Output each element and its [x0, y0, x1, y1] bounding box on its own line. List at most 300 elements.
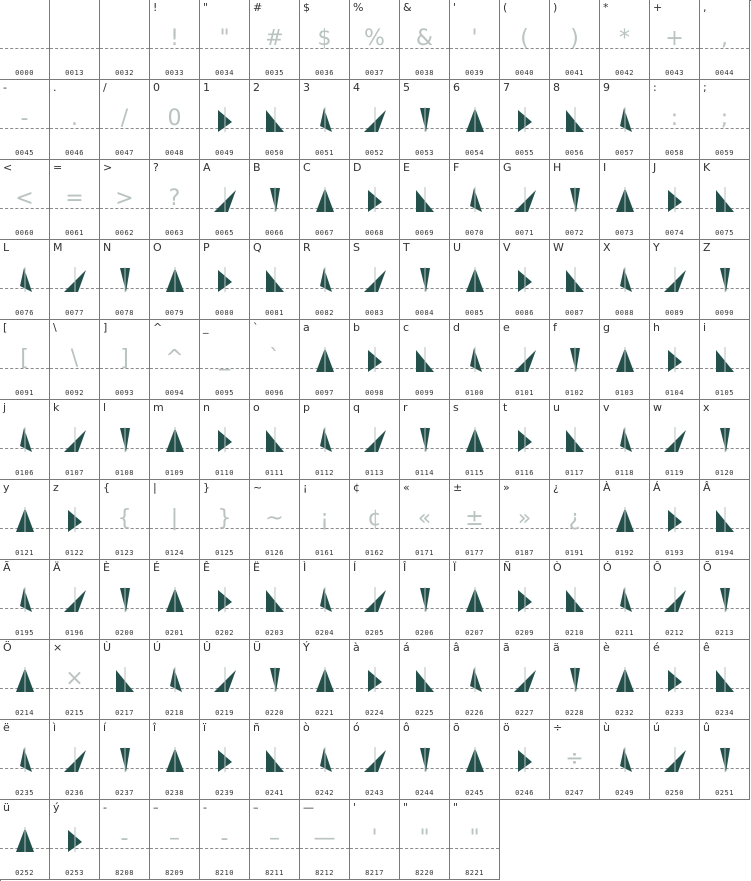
glyph-shape — [620, 108, 632, 132]
glyph-cell — [300, 640, 350, 720]
glyph-code-label: 0115 — [465, 469, 484, 477]
glyph-code-label: 0241 — [265, 789, 284, 797]
glyph-preview — [660, 504, 690, 534]
glyph-code-label: 0000 — [15, 69, 34, 77]
glyph-cell — [500, 240, 550, 320]
glyph-character-label: ï — [203, 721, 207, 734]
glyph-character-label: - — [3, 81, 7, 94]
glyph-preview — [460, 184, 490, 214]
glyph-code-label: 0191 — [565, 549, 584, 557]
glyph-preview — [10, 264, 40, 294]
glyph-character-label: " — [203, 1, 209, 14]
glyph-preview: | — [170, 506, 179, 531]
glyph-cell — [150, 320, 200, 400]
glyph-cell — [650, 80, 700, 160]
glyph-cell — [150, 720, 200, 800]
glyph-cell — [550, 640, 600, 720]
glyph-character-label: ò — [303, 721, 310, 734]
glyph-character-label: ê — [703, 641, 710, 654]
glyph-cell — [700, 480, 750, 560]
glyph-code-label: 0050 — [265, 149, 284, 157]
glyph-character-label: ? — [153, 161, 159, 174]
glyph-code-label: 0104 — [665, 389, 684, 397]
glyph-character-label: ) — [553, 1, 558, 14]
glyph-character-label: ' — [353, 801, 357, 814]
glyph-character-label: * — [603, 1, 609, 14]
glyph-cell — [50, 240, 100, 320]
glyph-code-label: 0042 — [615, 69, 634, 77]
glyph-cell — [350, 240, 400, 320]
glyph-preview — [410, 104, 440, 134]
glyph-cell — [600, 640, 650, 720]
glyph-character-label: û — [703, 721, 710, 734]
glyph-character-label: ¡ — [303, 481, 308, 494]
glyph-cell — [500, 640, 550, 720]
glyph-preview — [310, 104, 340, 134]
glyph-character-label: ó — [353, 721, 360, 734]
glyph-character-label: Ô — [653, 561, 662, 574]
glyph-cell — [500, 720, 550, 800]
glyph-character-label: 3 — [303, 81, 310, 94]
glyph-cell — [300, 160, 350, 240]
glyph-preview — [360, 424, 390, 454]
glyph-shape — [170, 668, 182, 692]
glyph-cell — [600, 240, 650, 320]
glyph-character-label: È — [103, 561, 110, 574]
glyph-cell — [100, 0, 150, 80]
glyph-preview — [260, 184, 290, 214]
glyph-code-label: 0085 — [465, 309, 484, 317]
glyph-preview — [410, 664, 440, 694]
glyph-shape — [20, 588, 32, 612]
glyph-character-label: Ý — [303, 641, 310, 654]
glyph-preview — [60, 744, 90, 774]
glyph-character-label: " — [403, 801, 409, 814]
glyph-code-label: 0102 — [565, 389, 584, 397]
glyph-code-label: 0232 — [615, 709, 634, 717]
glyph-preview — [510, 664, 540, 694]
glyph-preview: – — [269, 826, 280, 851]
glyph-preview: & — [415, 26, 434, 51]
glyph-character-label: â — [453, 641, 460, 654]
glyph-cell — [0, 560, 50, 640]
glyph-preview: _ — [219, 346, 230, 371]
glyph-code-label: 8220 — [415, 869, 434, 877]
baseline-guide — [0, 48, 49, 49]
glyph-preview — [310, 264, 340, 294]
glyph-preview — [360, 184, 390, 214]
glyph-preview: — — [313, 826, 336, 851]
glyph-character-label: H — [553, 161, 562, 174]
glyph-code-label: 0097 — [315, 389, 334, 397]
glyph-character-label: } — [203, 481, 210, 494]
glyph-code-label: 0119 — [665, 469, 684, 477]
glyph-code-label: 0249 — [615, 789, 634, 797]
glyph-code-label: 0200 — [115, 629, 134, 637]
glyph-cell — [650, 560, 700, 640]
glyph-cell — [450, 400, 500, 480]
glyph-preview: < — [15, 186, 34, 211]
glyph-code-label: 0124 — [165, 549, 184, 557]
glyph-cell — [150, 480, 200, 560]
glyph-cell — [0, 320, 50, 400]
glyph-preview — [510, 264, 540, 294]
glyph-cell — [300, 80, 350, 160]
glyph-cell — [400, 240, 450, 320]
glyph-cell — [650, 640, 700, 720]
glyph-cell — [0, 240, 50, 320]
glyph-character-label: – — [153, 801, 159, 814]
glyph-code-label: 0094 — [165, 389, 184, 397]
glyph-preview — [410, 184, 440, 214]
glyph-cell — [0, 720, 50, 800]
glyph-preview — [310, 184, 340, 214]
glyph-character-label: F — [453, 161, 460, 174]
glyph-preview — [610, 264, 640, 294]
glyph-code-label: 8209 — [165, 869, 184, 877]
glyph-preview — [660, 344, 690, 374]
glyph-cell — [650, 0, 700, 80]
glyph-cell — [600, 480, 650, 560]
glyph-character-label: R — [303, 241, 311, 254]
glyph-cell — [300, 0, 350, 80]
glyph-character-label: E — [403, 161, 410, 174]
glyph-cell — [650, 160, 700, 240]
glyph-cell — [500, 80, 550, 160]
glyph-character-label: Ò — [553, 561, 562, 574]
glyph-preview — [260, 424, 290, 454]
glyph-cell — [200, 800, 250, 880]
glyph-character-label: b — [353, 321, 360, 334]
glyph-cell — [650, 240, 700, 320]
glyph-preview — [310, 664, 340, 694]
glyph-character-label: Ú — [153, 641, 162, 654]
glyph-code-label: 0056 — [565, 149, 584, 157]
glyph-character-label: . — [53, 81, 57, 94]
glyph-cell — [250, 320, 300, 400]
glyph-character-label: K — [703, 161, 711, 174]
glyph-code-label: 8208 — [115, 869, 134, 877]
glyph-code-label: 0035 — [265, 69, 284, 77]
glyph-preview — [60, 504, 90, 534]
glyph-cell — [350, 720, 400, 800]
glyph-preview — [110, 664, 140, 694]
glyph-character-label: ' — [453, 1, 457, 14]
glyph-preview — [210, 664, 240, 694]
glyph-cell — [200, 240, 250, 320]
glyph-code-label: 0037 — [365, 69, 384, 77]
glyph-character-label: ù — [603, 721, 610, 734]
glyph-code-label: 0242 — [315, 789, 334, 797]
glyph-preview — [560, 264, 590, 294]
glyph-code-label: 0238 — [165, 789, 184, 797]
glyph-cell — [0, 640, 50, 720]
glyph-code-label: 0105 — [715, 389, 734, 397]
glyph-cell — [700, 400, 750, 480]
glyph-code-label: 0245 — [465, 789, 484, 797]
glyph-code-label: 0108 — [115, 469, 134, 477]
glyph-character-label: > — [103, 161, 113, 174]
glyph-code-label: 0116 — [515, 469, 534, 477]
glyph-cell — [200, 80, 250, 160]
glyph-code-label: 8211 — [265, 869, 284, 877]
glyph-character-label: Â — [703, 481, 711, 494]
glyph-cell — [400, 160, 450, 240]
glyph-code-label: 0227 — [515, 709, 534, 717]
glyph-code-label: 0062 — [115, 229, 134, 237]
glyph-code-label: 0219 — [215, 709, 234, 717]
glyph-cell — [150, 640, 200, 720]
glyph-cell — [0, 480, 50, 560]
glyph-character-label: ã — [503, 641, 510, 654]
glyph-code-label: 0046 — [65, 149, 84, 157]
glyph-cell — [300, 400, 350, 480]
glyph-cell — [450, 480, 500, 560]
glyph-character-label: – — [253, 801, 259, 814]
glyph-preview — [610, 664, 640, 694]
glyph-code-label: 0055 — [515, 149, 534, 157]
glyph-code-label: 0126 — [265, 549, 284, 557]
glyph-code-label: 0220 — [265, 709, 284, 717]
glyph-cell — [400, 80, 450, 160]
glyph-preview: * — [619, 26, 630, 51]
glyph-preview — [60, 824, 90, 854]
glyph-code-label: 0202 — [215, 629, 234, 637]
glyph-character-label: « — [403, 481, 410, 494]
glyph-character-label: É — [153, 561, 160, 574]
glyph-preview — [460, 264, 490, 294]
glyph-code-label: 0079 — [165, 309, 184, 317]
glyph-preview — [660, 664, 690, 694]
glyph-preview: ' — [471, 26, 478, 51]
glyph-character-label: X — [603, 241, 611, 254]
glyph-preview: » — [517, 506, 532, 531]
glyph-code-label: 0061 — [65, 229, 84, 237]
glyph-preview — [160, 744, 190, 774]
glyph-cell — [300, 320, 350, 400]
glyph-preview: { — [117, 506, 132, 531]
glyph-code-label: 0243 — [365, 789, 384, 797]
glyph-character-label: B — [253, 161, 261, 174]
glyph-code-label: 8212 — [315, 869, 334, 877]
glyph-preview — [510, 744, 540, 774]
glyph-preview: × — [65, 666, 84, 691]
glyph-preview: - — [220, 826, 229, 851]
glyph-character-label: Ü — [253, 641, 262, 654]
glyph-preview — [10, 504, 40, 534]
glyph-cell — [350, 80, 400, 160]
glyph-cell — [250, 160, 300, 240]
glyph-character-label: ` — [253, 321, 259, 334]
glyph-code-label: 0060 — [15, 229, 34, 237]
glyph-character-label: ÷ — [553, 721, 563, 734]
glyph-character-label: < — [3, 161, 13, 174]
glyph-code-label: 0048 — [165, 149, 184, 157]
glyph-preview — [710, 504, 740, 534]
glyph-cell — [600, 80, 650, 160]
glyph-cell — [450, 240, 500, 320]
glyph-character-label: I — [603, 161, 607, 174]
glyph-code-label: 0033 — [165, 69, 184, 77]
glyph-preview — [660, 424, 690, 454]
glyph-cell — [450, 560, 500, 640]
glyph-character-label: S — [353, 241, 360, 254]
glyph-code-label: 0209 — [515, 629, 534, 637]
glyph-preview — [610, 584, 640, 614]
glyph-character-label: i — [703, 321, 707, 334]
glyph-preview — [560, 584, 590, 614]
glyph-preview — [110, 264, 140, 294]
glyph-code-label: 0081 — [265, 309, 284, 317]
glyph-code-label: 0217 — [115, 709, 134, 717]
glyph-character-label: % — [353, 1, 364, 14]
glyph-preview — [10, 744, 40, 774]
glyph-character-label: Ë — [253, 561, 260, 574]
glyph-preview — [260, 104, 290, 134]
glyph-preview — [710, 264, 740, 294]
glyph-code-label: 0195 — [15, 629, 34, 637]
glyph-shape — [620, 748, 632, 772]
glyph-cell — [300, 240, 350, 320]
glyph-preview — [560, 424, 590, 454]
glyph-cell — [550, 400, 600, 480]
glyph-preview — [260, 744, 290, 774]
glyph-preview: } — [217, 506, 232, 531]
glyph-cell — [650, 400, 700, 480]
glyph-character-label: | — [153, 481, 157, 494]
glyph-character-label: ¢ — [353, 481, 360, 494]
glyph-code-label: 0044 — [715, 69, 734, 77]
glyph-cell — [550, 720, 600, 800]
glyph-cell — [50, 80, 100, 160]
glyph-cell — [100, 480, 150, 560]
glyph-code-label: 0237 — [115, 789, 134, 797]
glyph-cell — [400, 640, 450, 720]
glyph-code-label: 0161 — [315, 549, 334, 557]
glyph-character-label: è — [603, 641, 610, 654]
glyph-character-label: Ó — [603, 561, 612, 574]
glyph-character-label: 7 — [503, 81, 510, 94]
glyph-character-label: Í — [353, 561, 357, 574]
glyph-preview — [460, 584, 490, 614]
glyph-cell — [150, 0, 200, 80]
glyph-preview — [610, 344, 640, 374]
glyph-cell — [500, 0, 550, 80]
glyph-code-label: 0194 — [715, 549, 734, 557]
glyph-preview — [610, 104, 640, 134]
glyph-cell — [0, 160, 50, 240]
glyph-code-label: 0045 — [15, 149, 34, 157]
glyph-code-label: 0235 — [15, 789, 34, 797]
glyph-preview — [660, 744, 690, 774]
glyph-code-label: 0228 — [565, 709, 584, 717]
glyph-code-label: 0110 — [215, 469, 234, 477]
glyph-preview — [510, 344, 540, 374]
glyph-character-label: s — [453, 401, 459, 414]
glyph-character-label: ! — [153, 1, 158, 14]
glyph-code-label: 0086 — [515, 309, 534, 317]
glyph-character-label: Î — [403, 561, 407, 574]
glyph-character-label: r — [403, 401, 408, 414]
glyph-preview — [110, 584, 140, 614]
glyph-character-label: Ì — [303, 561, 307, 574]
glyph-preview — [160, 424, 190, 454]
glyph-preview — [210, 184, 240, 214]
glyph-preview — [460, 424, 490, 454]
glyph-preview — [310, 584, 340, 614]
glyph-preview: 0 — [167, 106, 182, 131]
glyph-preview: « — [417, 506, 432, 531]
glyph-code-label: 0225 — [415, 709, 434, 717]
glyph-cell — [400, 480, 450, 560]
glyph-preview — [10, 584, 40, 614]
glyph-preview — [710, 424, 740, 454]
glyph-preview: ~ — [265, 506, 284, 531]
glyph-code-label: 0089 — [665, 309, 684, 317]
glyph-preview: + — [665, 26, 684, 51]
glyph-character-label: Z — [703, 241, 711, 254]
glyph-cell — [500, 480, 550, 560]
glyph-code-label: 0077 — [65, 309, 84, 317]
glyph-preview: % — [364, 26, 385, 51]
glyph-code-label: 0076 — [15, 309, 34, 317]
glyph-code-label: 0057 — [615, 149, 634, 157]
glyph-preview: - — [20, 106, 29, 131]
glyph-code-label: 0226 — [465, 709, 484, 717]
glyph-cell — [50, 720, 100, 800]
glyph-preview — [60, 424, 90, 454]
glyph-character-label: z — [53, 481, 59, 494]
glyph-code-label: 0171 — [415, 549, 434, 557]
glyph-code-label: 0067 — [315, 229, 334, 237]
glyph-preview — [410, 264, 440, 294]
glyph-character-label: ë — [3, 721, 10, 734]
glyph-cell — [700, 560, 750, 640]
glyph-character-label: ì — [53, 721, 57, 734]
glyph-code-label: 0074 — [665, 229, 684, 237]
glyph-cell — [450, 320, 500, 400]
glyph-code-label: 0224 — [365, 709, 384, 717]
glyph-cell — [250, 400, 300, 480]
glyph-cell — [200, 480, 250, 560]
glyph-preview — [210, 584, 240, 614]
glyph-cell — [50, 0, 100, 80]
glyph-preview: ^ — [165, 346, 184, 371]
glyph-character-label: J — [653, 161, 657, 174]
glyph-cell — [100, 80, 150, 160]
glyph-character-label: Ñ — [503, 561, 512, 574]
glyph-shape — [620, 268, 632, 292]
glyph-character-label: Õ — [703, 561, 712, 574]
glyph-preview: ‐ — [120, 826, 129, 851]
glyph-cell — [100, 640, 150, 720]
glyph-code-label: 0078 — [115, 309, 134, 317]
glyph-cell — [250, 560, 300, 640]
glyph-cell — [550, 240, 600, 320]
glyph-preview: " — [469, 826, 480, 851]
glyph-code-label: 0118 — [615, 469, 634, 477]
glyph-code-label: 0098 — [365, 389, 384, 397]
glyph-code-label: 0092 — [65, 389, 84, 397]
glyph-character-label: g — [603, 321, 610, 334]
glyph-code-label: 0080 — [215, 309, 234, 317]
glyph-code-label: 0039 — [465, 69, 484, 77]
glyph-character-label: ú — [653, 721, 660, 734]
glyph-cell — [250, 0, 300, 80]
glyph-cell — [100, 720, 150, 800]
glyph-cell — [300, 800, 350, 880]
glyph-cell — [700, 720, 750, 800]
